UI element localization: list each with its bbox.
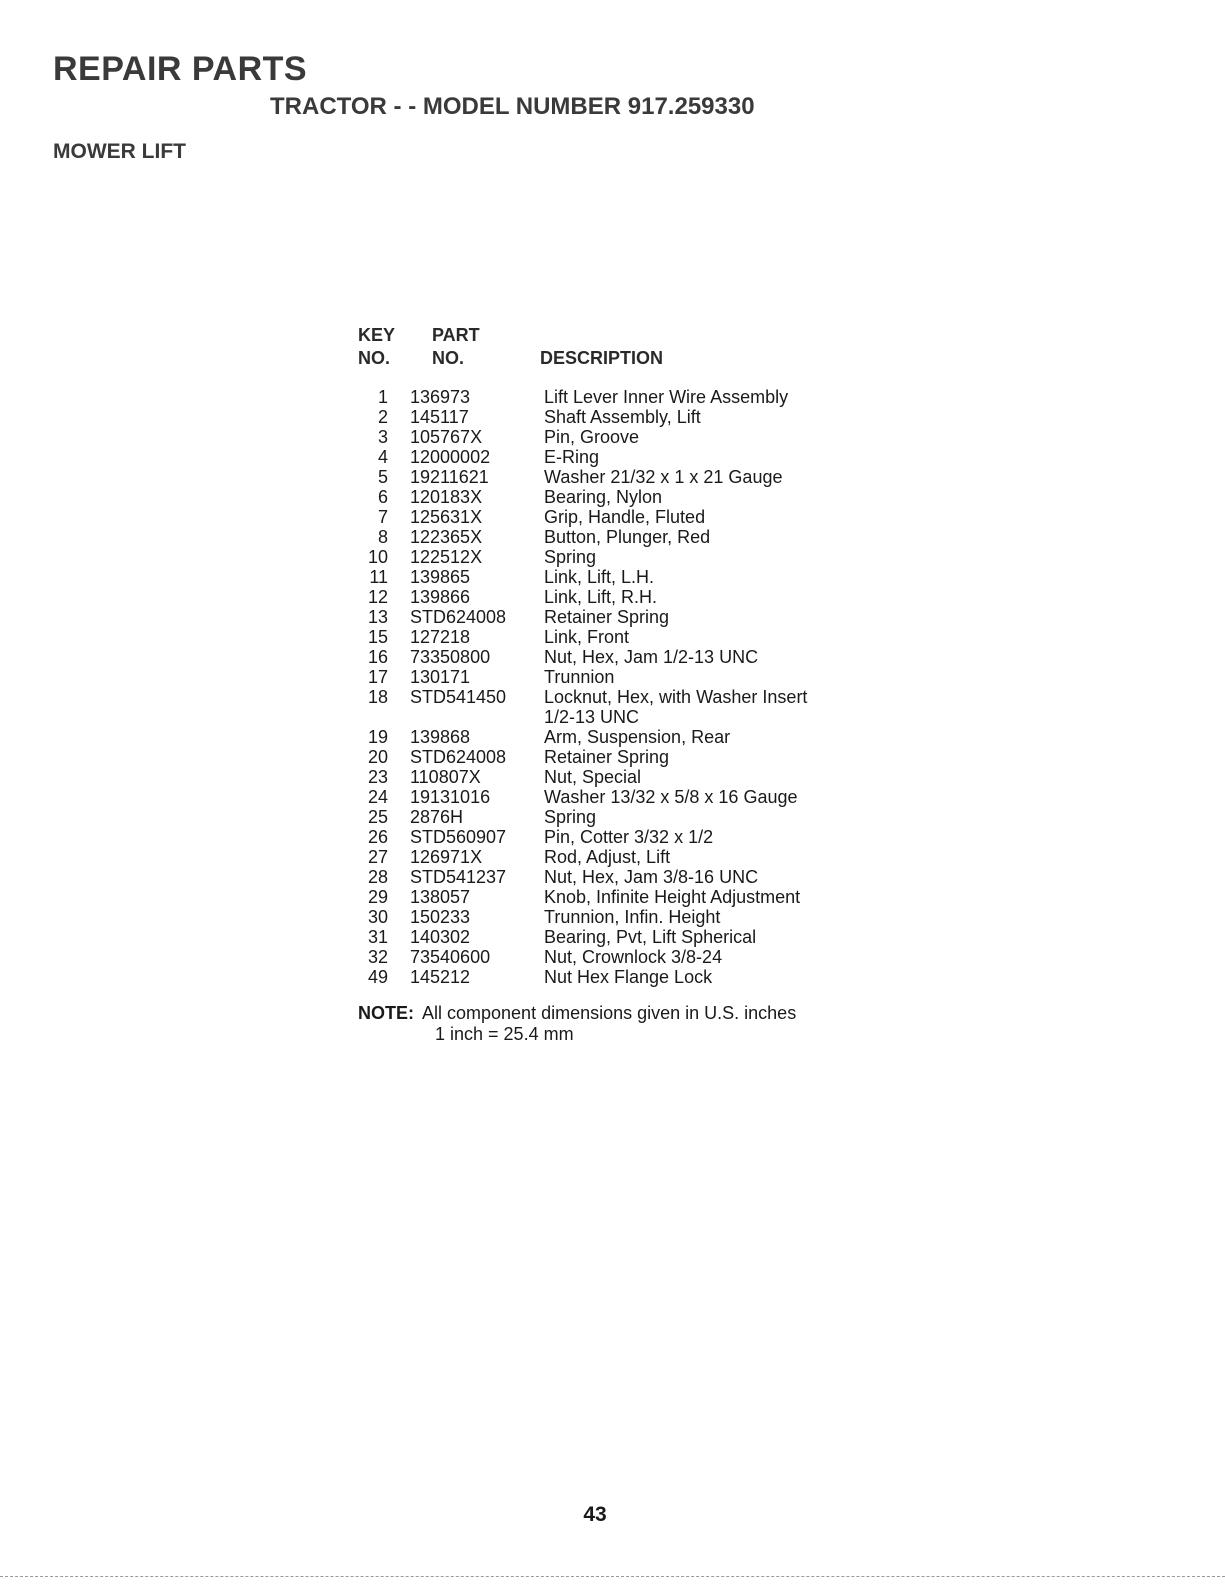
parts-table bbox=[358, 325, 878, 987]
part-description bbox=[544, 667, 878, 687]
description-line: Pin, Cotter 3/32 x 1/2 bbox=[544, 827, 714, 847]
part-description bbox=[544, 687, 878, 727]
part-number: 122365X bbox=[410, 527, 483, 547]
table-row bbox=[358, 727, 878, 747]
part-description bbox=[544, 487, 878, 507]
part-number: 138057 bbox=[410, 887, 471, 907]
key-number: 4 bbox=[377, 447, 388, 467]
part-number: 140302 bbox=[410, 927, 471, 947]
key-number: 3 bbox=[377, 427, 388, 447]
part-description bbox=[544, 607, 878, 627]
table-row bbox=[358, 427, 878, 447]
description-line: Nut, Hex, Jam 3/8-16 UNC bbox=[544, 867, 759, 887]
part-description bbox=[544, 907, 878, 927]
key-number: 18 bbox=[367, 687, 388, 707]
description-line: Nut Hex Flange Lock bbox=[544, 967, 713, 987]
part-description bbox=[544, 787, 878, 807]
description-line: Nut, Hex, Jam 1/2-13 UNC bbox=[544, 647, 759, 667]
part-description bbox=[544, 567, 878, 587]
part-header-line2: NO. bbox=[432, 348, 465, 368]
section-title: MOWER LIFT bbox=[53, 140, 186, 163]
note-label: NOTE: bbox=[358, 1003, 414, 1023]
key-number: 17 bbox=[367, 667, 388, 687]
part-header-line1: PART bbox=[432, 325, 480, 345]
part-number: STD541450 bbox=[410, 687, 507, 707]
table-row bbox=[358, 747, 878, 767]
table-row bbox=[358, 587, 878, 607]
table-row bbox=[358, 967, 878, 987]
part-description bbox=[544, 467, 878, 487]
key-number: 25 bbox=[367, 807, 388, 827]
description-line: E-Ring bbox=[544, 447, 600, 467]
key-header-line1: KEY bbox=[358, 325, 396, 345]
key-number: 7 bbox=[377, 507, 388, 527]
page-title: REPAIR PARTS bbox=[53, 50, 308, 88]
parts-list bbox=[358, 387, 878, 987]
part-description bbox=[544, 827, 878, 847]
part-number: 120183X bbox=[410, 487, 483, 507]
key-number: 30 bbox=[367, 907, 388, 927]
key-number: 11 bbox=[369, 567, 388, 587]
part-description bbox=[544, 947, 878, 967]
part-number: STD560907 bbox=[410, 827, 507, 847]
key-number: 32 bbox=[367, 947, 388, 967]
key-number: 24 bbox=[367, 787, 388, 807]
table-row bbox=[358, 827, 878, 847]
part-number: 12000002 bbox=[410, 447, 491, 467]
key-number: 19 bbox=[367, 727, 388, 747]
description-line: Arm, Suspension, Rear bbox=[544, 727, 731, 747]
key-number: 16 bbox=[367, 647, 388, 667]
part-number: 150233 bbox=[410, 907, 471, 927]
table-row bbox=[358, 807, 878, 827]
part-description bbox=[544, 927, 878, 947]
part-number: 126971X bbox=[410, 847, 483, 867]
part-number: 105767X bbox=[410, 427, 483, 447]
key-number: 5 bbox=[377, 467, 388, 487]
table-row bbox=[358, 407, 878, 427]
part-description bbox=[544, 747, 878, 767]
part-number: 73540600 bbox=[410, 947, 491, 967]
part-number: 127218 bbox=[410, 627, 471, 647]
table-row bbox=[358, 847, 878, 867]
table-row bbox=[358, 947, 878, 967]
table-row bbox=[358, 907, 878, 927]
part-description bbox=[544, 647, 878, 667]
table-row bbox=[358, 887, 878, 907]
key-header-line2: NO. bbox=[358, 348, 391, 368]
description-line: Link, Lift, R.H. bbox=[544, 587, 658, 607]
table-row bbox=[358, 787, 878, 807]
table-row bbox=[358, 527, 878, 547]
table-row bbox=[358, 767, 878, 787]
description-line: Rod, Adjust, Lift bbox=[544, 847, 671, 867]
key-number: 20 bbox=[367, 747, 388, 767]
description-line: Trunnion bbox=[544, 667, 615, 687]
column-headers bbox=[358, 325, 878, 373]
description-line: Grip, Handle, Fluted bbox=[544, 507, 706, 527]
description-line: Link, Front bbox=[544, 627, 630, 647]
part-number: STD541237 bbox=[410, 867, 507, 887]
description-line: Pin, Groove bbox=[544, 427, 640, 447]
note bbox=[358, 1003, 796, 1045]
model-number-heading: TRACTOR - - MODEL NUMBER 917.259330 bbox=[270, 93, 755, 120]
table-row bbox=[358, 567, 878, 587]
part-description bbox=[544, 727, 878, 747]
key-number: 49 bbox=[367, 967, 388, 987]
table-row bbox=[358, 447, 878, 467]
key-number: 23 bbox=[367, 767, 388, 787]
key-number: 13 bbox=[367, 607, 388, 627]
description-line: Spring bbox=[544, 807, 597, 827]
description-line: Spring bbox=[544, 547, 597, 567]
part-description bbox=[544, 547, 878, 567]
part-number: STD624008 bbox=[410, 607, 507, 627]
part-number: 139868 bbox=[410, 727, 471, 747]
part-description bbox=[544, 407, 878, 427]
key-number: 28 bbox=[367, 867, 388, 887]
part-description bbox=[544, 527, 878, 547]
table-row bbox=[358, 607, 878, 627]
part-description bbox=[544, 507, 878, 527]
description-line: Locknut, Hex, with Washer Insert bbox=[544, 687, 808, 707]
key-number: 29 bbox=[367, 887, 388, 907]
part-number: 139865 bbox=[410, 567, 471, 587]
description-line: 1/2-13 UNC bbox=[544, 707, 640, 727]
part-description bbox=[544, 807, 878, 827]
part-number: 145212 bbox=[410, 967, 471, 987]
part-number: 19211621 bbox=[410, 467, 489, 487]
table-row bbox=[358, 387, 878, 407]
table-row bbox=[358, 687, 878, 727]
description-line: Washer 21/32 x 1 x 21 Gauge bbox=[544, 467, 783, 487]
part-description bbox=[544, 967, 878, 987]
table-row bbox=[358, 867, 878, 887]
description-line: Trunnion, Infin. Height bbox=[544, 907, 721, 927]
page-number: 43 bbox=[583, 1503, 607, 1526]
description-line: Lift Lever Inner Wire Assembly bbox=[544, 387, 789, 407]
description-line: Bearing, Pvt, Lift Spherical bbox=[544, 927, 757, 947]
part-description bbox=[544, 627, 878, 647]
description-line: Button, Plunger, Red bbox=[544, 527, 711, 547]
bottom-divider bbox=[0, 1576, 1225, 1577]
part-number: 122512X bbox=[410, 547, 483, 567]
table-row bbox=[358, 927, 878, 947]
key-number: 12 bbox=[367, 587, 388, 607]
part-description bbox=[544, 867, 878, 887]
table-row bbox=[358, 647, 878, 667]
description-line: Nut, Special bbox=[544, 767, 642, 787]
part-number: 73350800 bbox=[410, 647, 491, 667]
table-row bbox=[358, 627, 878, 647]
part-number: 130171 bbox=[410, 667, 471, 687]
part-description bbox=[544, 447, 878, 467]
key-number: 10 bbox=[367, 547, 388, 567]
description-line: Retainer Spring bbox=[544, 607, 670, 627]
part-number: 136973 bbox=[410, 387, 471, 407]
description-line: Bearing, Nylon bbox=[544, 487, 663, 507]
table-row bbox=[358, 667, 878, 687]
table-row bbox=[358, 467, 878, 487]
part-description bbox=[544, 387, 878, 407]
part-number: 145117 bbox=[410, 407, 469, 427]
key-number: 27 bbox=[367, 847, 388, 867]
description-line: Retainer Spring bbox=[544, 747, 670, 767]
key-number: 26 bbox=[367, 827, 388, 847]
part-description bbox=[544, 767, 878, 787]
part-number: 19131016 bbox=[410, 787, 491, 807]
key-number: 8 bbox=[377, 527, 388, 547]
key-number: 2 bbox=[377, 407, 388, 427]
table-row bbox=[358, 507, 878, 527]
description-line: Knob, Infinite Height Adjustment bbox=[544, 887, 801, 907]
part-number: 110807X bbox=[410, 767, 481, 787]
table-row bbox=[358, 487, 878, 507]
description-line: Washer 13/32 x 5/8 x 16 Gauge bbox=[544, 787, 798, 807]
key-number: 6 bbox=[377, 487, 388, 507]
part-number: 2876H bbox=[410, 807, 464, 827]
key-number: 15 bbox=[367, 627, 388, 647]
table-row bbox=[358, 547, 878, 567]
part-number: 139866 bbox=[410, 587, 471, 607]
description-line: Shaft Assembly, Lift bbox=[544, 407, 701, 427]
key-number: 31 bbox=[367, 927, 388, 947]
part-description bbox=[544, 887, 878, 907]
note-line1: All component dimensions given in U.S. inches bbox=[422, 1003, 797, 1023]
part-description bbox=[544, 427, 878, 447]
part-description bbox=[544, 587, 878, 607]
part-description bbox=[544, 847, 878, 867]
description-line: Link, Lift, L.H. bbox=[544, 567, 655, 587]
part-number: STD624008 bbox=[410, 747, 507, 767]
description-header: DESCRIPTION bbox=[540, 348, 664, 368]
description-line: Nut, Crownlock 3/8-24 bbox=[544, 947, 723, 967]
note-line2: 1 inch = 25.4 mm bbox=[435, 1024, 574, 1044]
part-number: 125631X bbox=[410, 507, 483, 527]
key-number: 1 bbox=[377, 387, 388, 407]
